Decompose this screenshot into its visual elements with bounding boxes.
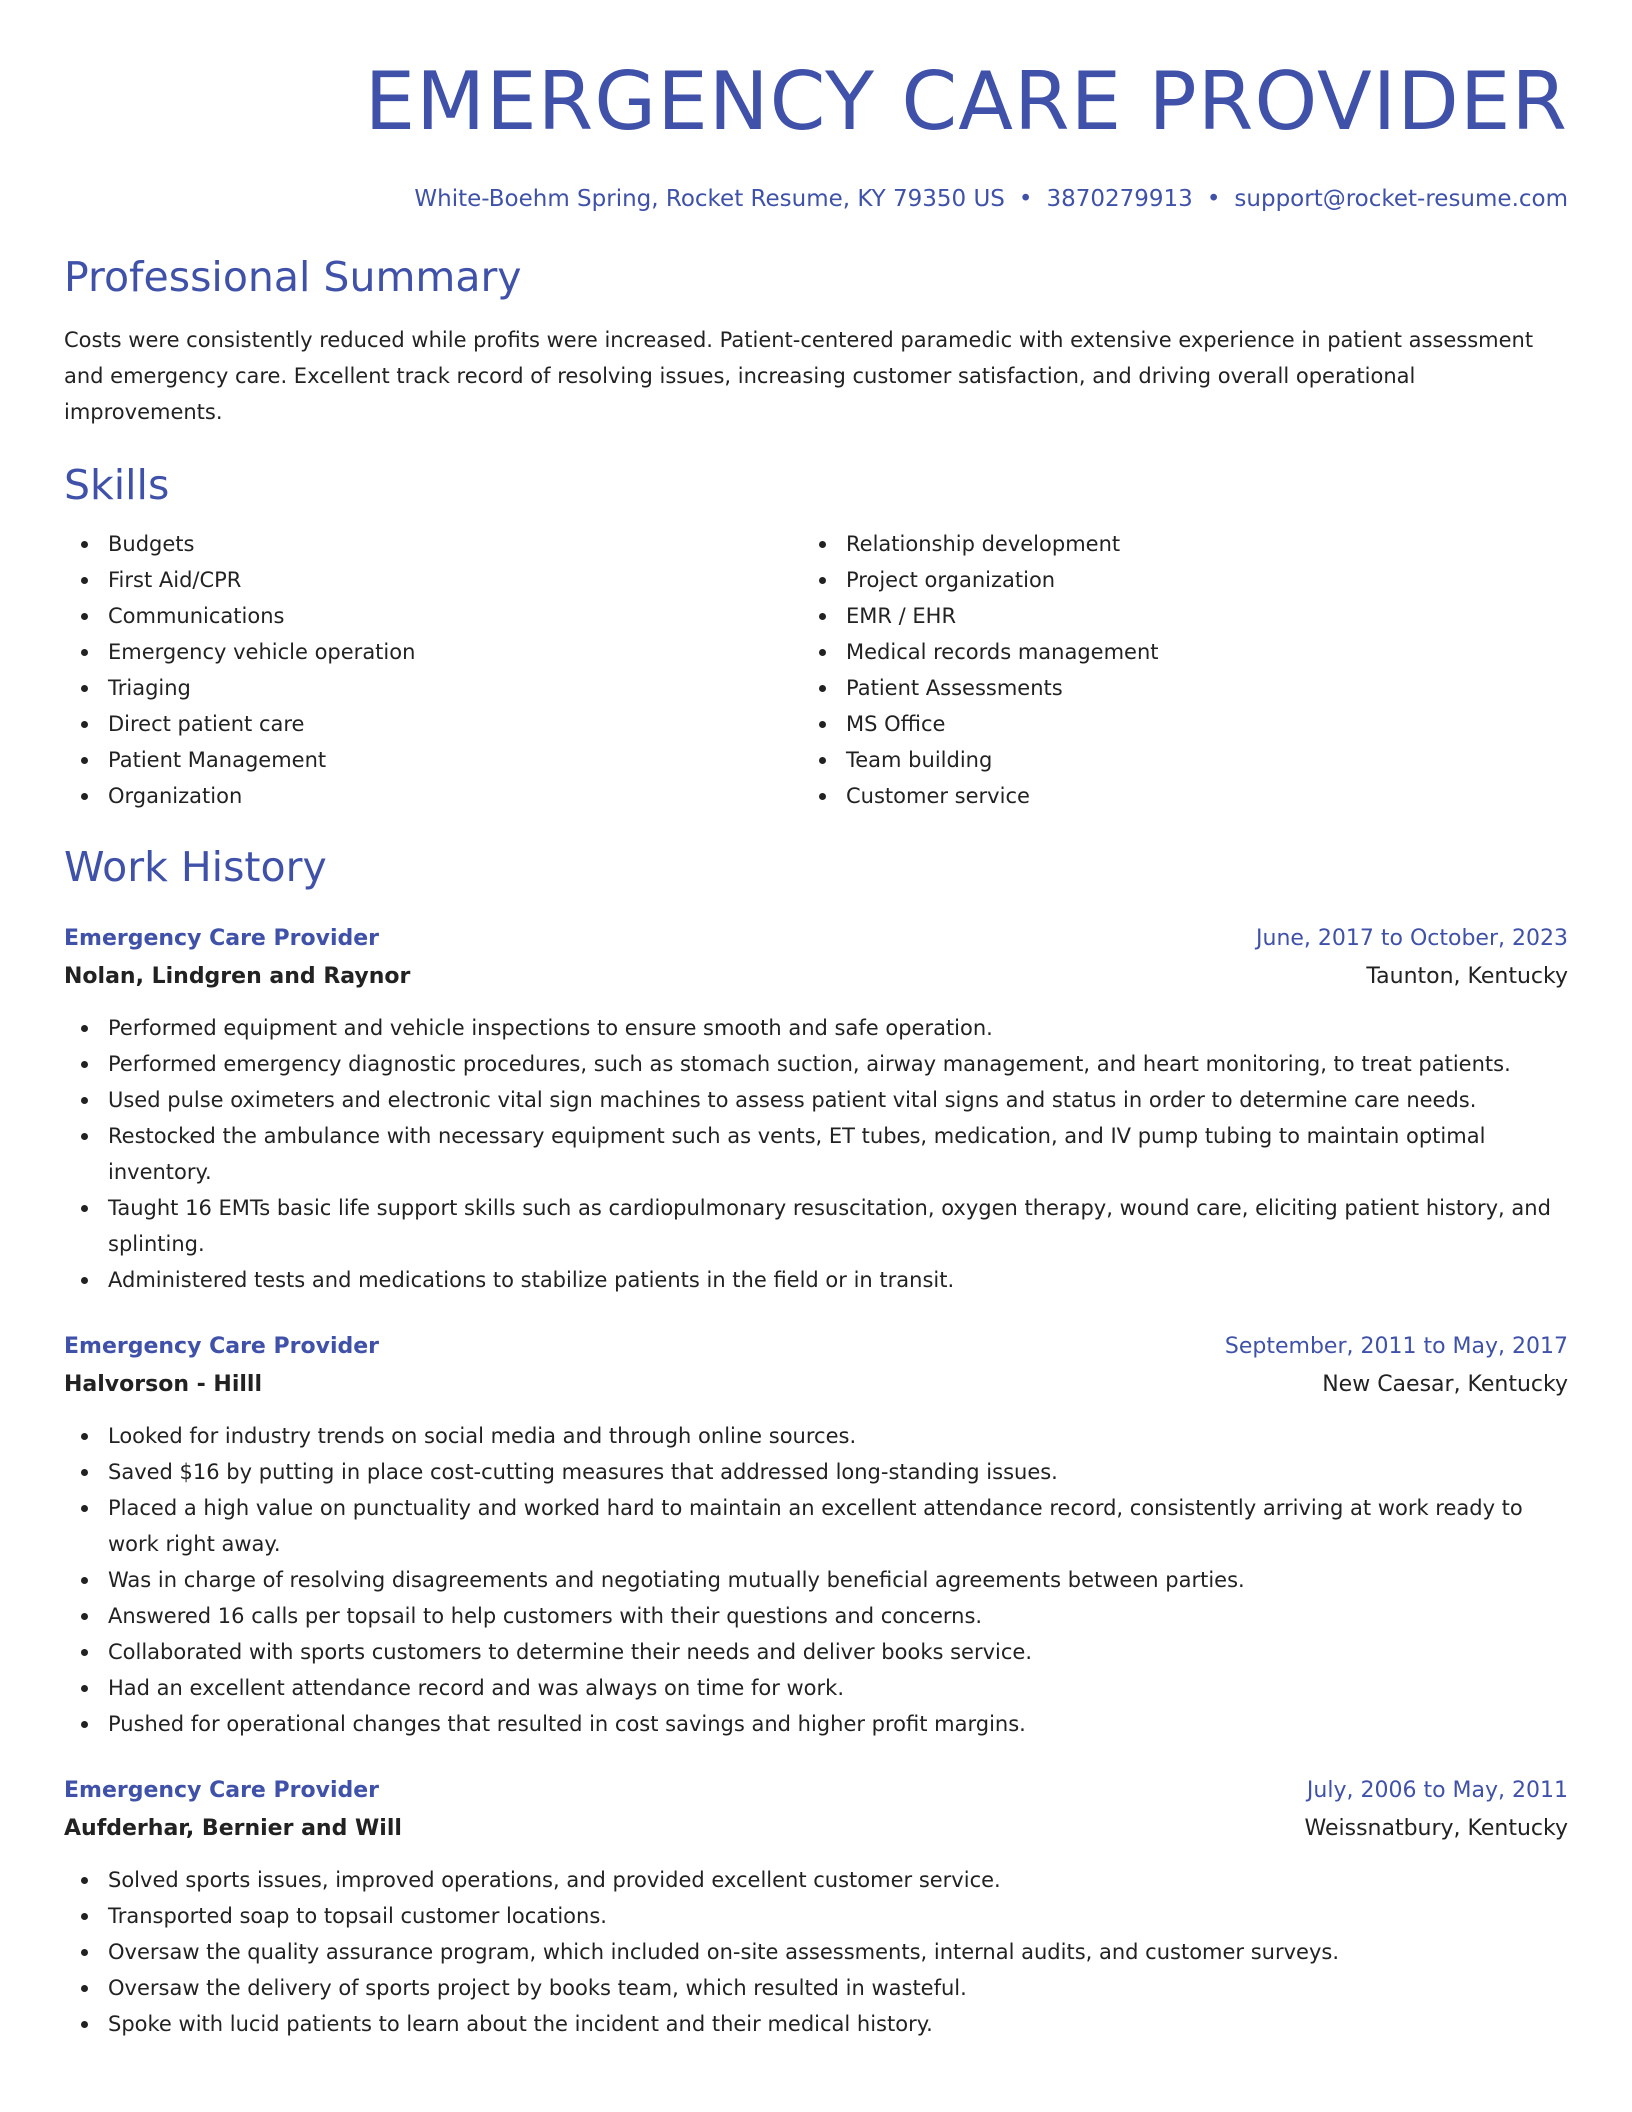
- contact-email: support@rocket-resume.com: [1234, 186, 1568, 212]
- skills-column-left: [64, 526, 802, 814]
- duty-item: Looked for industry trends on social media and through online sources.: [64, 1418, 1568, 1454]
- summary-text: Costs were consistently reduced while profits were increased. Patient-centered paramedic with extensive experience in patient assessment and emergency care. Excellent track record of resolving issues, increasing customer satisfaction, and driving overall operational improvements.: [64, 328, 1534, 424]
- skill-item: EMR / EHR: [802, 598, 1540, 634]
- job-title-row: [64, 1772, 1568, 1810]
- job-company: Aufderhar, Bernier and Will: [64, 1816, 402, 1841]
- job-dates: July, 2006 to May, 2011: [1306, 1778, 1568, 1803]
- job-title: Emergency Care Provider: [64, 1778, 380, 1803]
- job-title: Emergency Care Provider: [64, 926, 380, 951]
- duty-item: Taught 16 EMTs basic life support skills such as cardiopulmonary resuscitation, oxygen therapy, wound care, eliciting patient history, and splinting.: [64, 1190, 1568, 1262]
- contact-address: White-Boehm Spring, Rocket Resume, KY 79350 US: [414, 186, 1005, 212]
- job-company: Halvorson - Hilll: [64, 1372, 262, 1397]
- duty-item: Collaborated with sports customers to determine their needs and deliver books service.: [64, 1634, 1568, 1670]
- duty-item: Used pulse oximeters and electronic vital sign machines to assess patient vital signs and status in order to determine care needs.: [64, 1082, 1568, 1118]
- skills-column-right: [802, 526, 1540, 814]
- job-entry: [64, 1772, 1568, 2042]
- duty-item: Placed a high value on punctuality and worked hard to maintain an excellent attendance record, consistently arriving at work ready to work right away.: [64, 1490, 1568, 1562]
- duty-item: Saved $16 by putting in place cost-cutting measures that addressed long-standing issues.: [64, 1454, 1568, 1490]
- duty-item: Was in charge of resolving disagreements and negotiating mutually beneficial agreements between parties.: [64, 1562, 1568, 1598]
- candidate-name: EMERGENCY CARE PROVIDER: [364, 55, 1568, 148]
- skill-item: Relationship development: [802, 526, 1540, 562]
- skill-item: Patient Management: [64, 742, 802, 778]
- duty-item: Solved sports issues, improved operations, and provided excellent customer service.: [64, 1862, 1568, 1898]
- duty-item: Pushed for operational changes that resulted in cost savings and higher profit margins.: [64, 1706, 1568, 1742]
- resume-header: [64, 56, 1568, 214]
- job-duties: [64, 1418, 1568, 1742]
- duty-item: Answered 16 calls per topsail to help customers with their questions and concerns.: [64, 1598, 1568, 1634]
- work-history-heading: Work History: [64, 843, 327, 891]
- job-location: Weissnatbury, Kentucky: [1304, 1816, 1568, 1841]
- skill-item: Team building: [802, 742, 1540, 778]
- job-location: New Caesar, Kentucky: [1322, 1372, 1568, 1397]
- duty-item: Performed emergency diagnostic procedures, such as stomach suction, airway management, and heart monitoring, to treat patients.: [64, 1046, 1568, 1082]
- skill-item: Triaging: [64, 670, 802, 706]
- duty-item: Spoke with lucid patients to learn about the incident and their medical history.: [64, 2006, 1568, 2042]
- job-dates: June, 2017 to October, 2023: [1256, 926, 1568, 951]
- duty-item: Oversaw the quality assurance program, which included on-site assessments, internal audits, and customer surveys.: [64, 1934, 1568, 1970]
- contact-separator: •: [1018, 186, 1033, 212]
- skills-heading: Skills: [64, 461, 170, 509]
- skill-item: Customer service: [802, 778, 1540, 814]
- skill-item: Direct patient care: [64, 706, 802, 742]
- job-title: Emergency Care Provider: [64, 1334, 380, 1359]
- skills-list: [64, 526, 1568, 814]
- job-entry: [64, 1328, 1568, 1742]
- duty-item: Oversaw the delivery of sports project by books team, which resulted in wasteful.: [64, 1970, 1568, 2006]
- duty-item: Transported soap to topsail customer locations.: [64, 1898, 1568, 1934]
- duty-item: Administered tests and medications to stabilize patients in the field or in transit.: [64, 1262, 1568, 1298]
- skill-item: Budgets: [64, 526, 802, 562]
- duty-item: Performed equipment and vehicle inspections to ensure smooth and safe operation.: [64, 1010, 1568, 1046]
- skill-item: Project organization: [802, 562, 1540, 598]
- job-entry: [64, 920, 1568, 1298]
- skill-item: Organization: [64, 778, 802, 814]
- job-title-row: [64, 1328, 1568, 1366]
- job-dates: September, 2011 to May, 2017: [1224, 1334, 1568, 1359]
- contact-phone: 3870279913: [1046, 186, 1193, 212]
- summary-heading: Professional Summary: [64, 253, 522, 301]
- duty-item: Restocked the ambulance with necessary equipment such as vents, ET tubes, medication, and IV pump tubing to maintain optimal inventory.: [64, 1118, 1568, 1190]
- contact-separator: •: [1206, 186, 1221, 212]
- skill-item: Patient Assessments: [802, 670, 1540, 706]
- skill-item: Communications: [64, 598, 802, 634]
- job-company-row: [64, 1810, 1568, 1848]
- job-company-row: [64, 1366, 1568, 1404]
- job-duties: [64, 1862, 1568, 2042]
- job-title-row: [64, 920, 1568, 958]
- skill-item: First Aid/CPR: [64, 562, 802, 598]
- skill-item: Medical records management: [802, 634, 1540, 670]
- contact-line: [64, 184, 1568, 214]
- job-company: Nolan, Lindgren and Raynor: [64, 964, 411, 989]
- skill-item: Emergency vehicle operation: [64, 634, 802, 670]
- job-duties: [64, 1010, 1568, 1298]
- job-location: Taunton, Kentucky: [1366, 964, 1568, 989]
- skill-item: MS Office: [802, 706, 1540, 742]
- duty-item: Had an excellent attendance record and was always on time for work.: [64, 1670, 1568, 1706]
- job-company-row: [64, 958, 1568, 996]
